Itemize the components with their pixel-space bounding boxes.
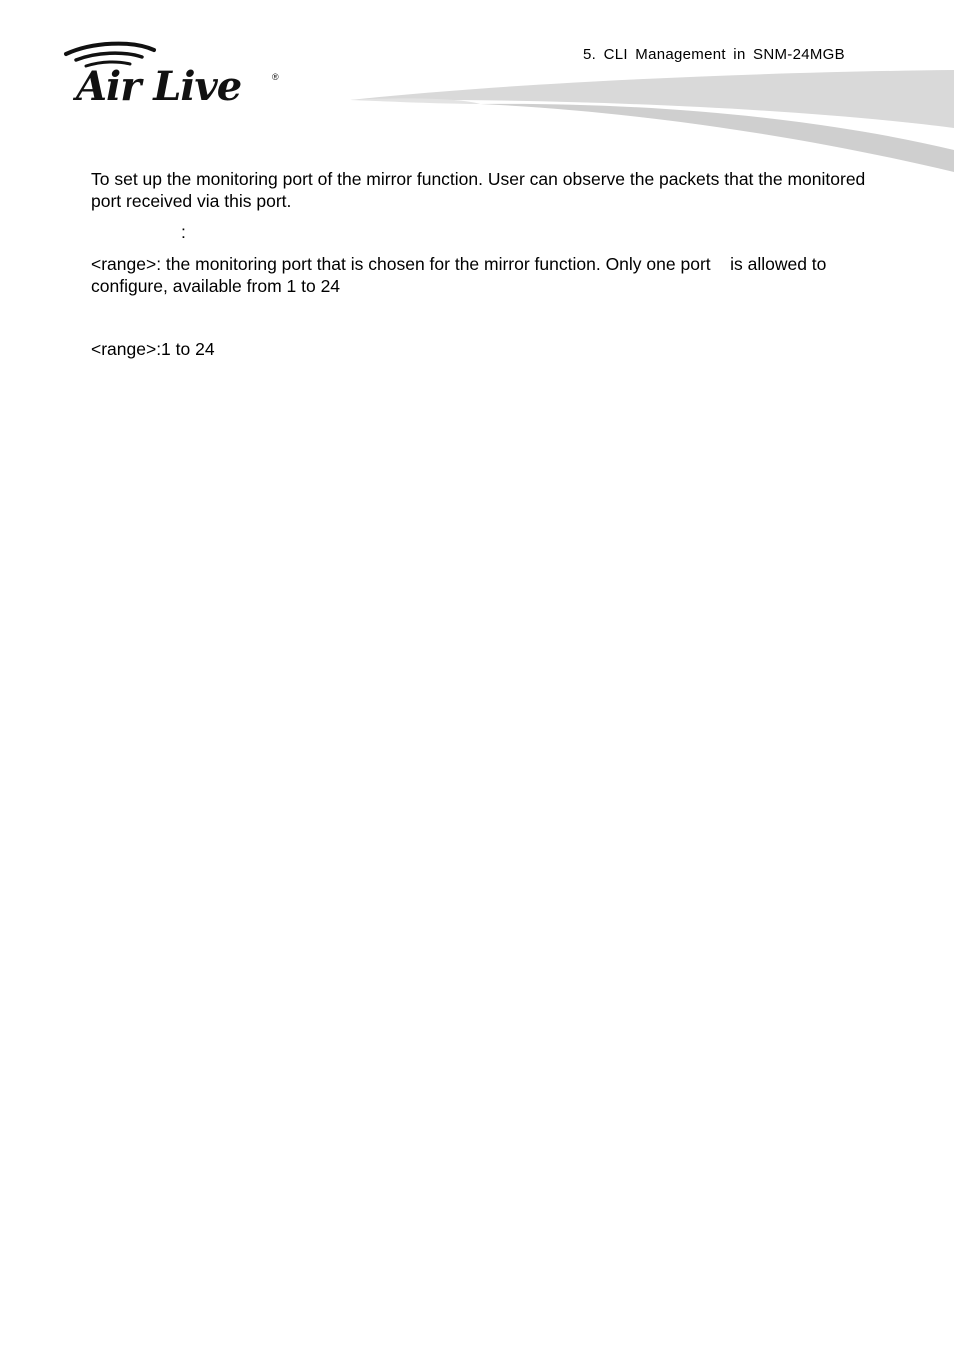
chapter-title: 5. CLI Management in SNM-24MGB <box>583 46 845 63</box>
range-note: <range>:1 to 24 <box>91 339 215 359</box>
description-paragraph: To set up the monitoring port of the mirror function. User can observe the packets that the monitored port received via this port. <box>91 169 866 211</box>
svg-text:Air Live: Air Live <box>76 63 242 106</box>
svg-text:®: ® <box>272 72 279 82</box>
document-body <box>91 168 871 360</box>
airlive-logo <box>62 40 287 106</box>
parameter-heading: : <box>181 222 186 242</box>
parameter-description: <range>: the monitoring port that is chosen for the mirror function. Only one port is allowed to configure, available from 1 to 24 <box>91 254 832 296</box>
